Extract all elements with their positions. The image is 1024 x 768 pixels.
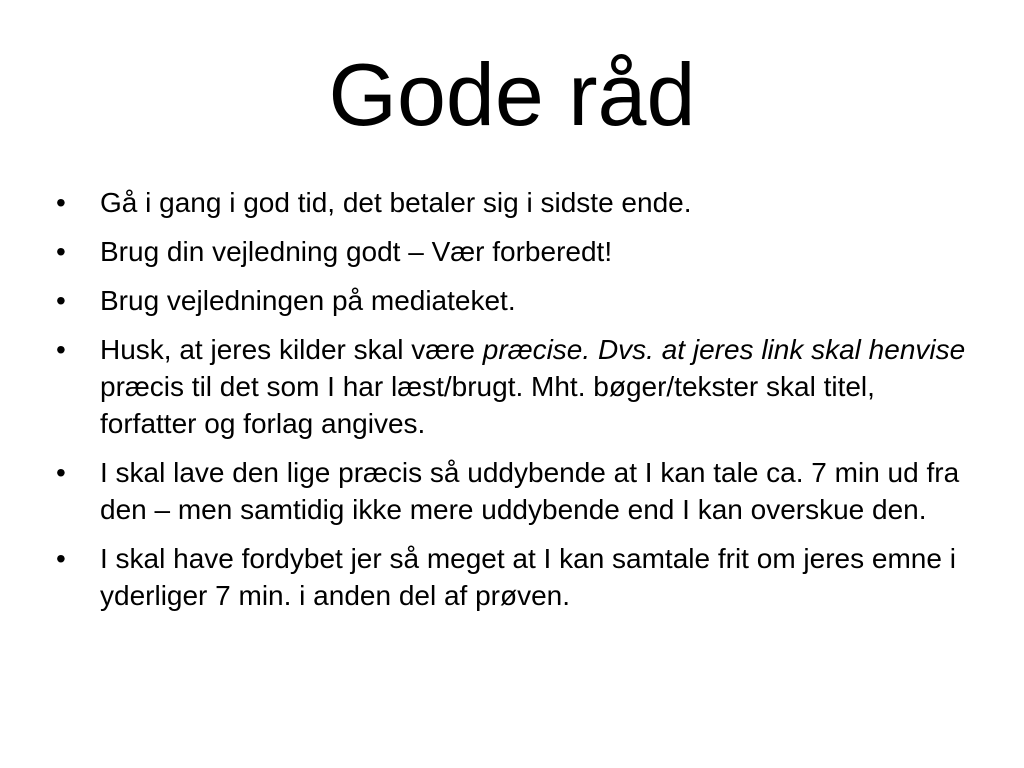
bullet-dot-icon: • [56, 543, 66, 574]
bullet-dot-icon: • [56, 236, 66, 267]
bullet-text-part: Husk, at jeres kilder skal være [100, 334, 483, 365]
bullet-text-part: præcis til det som I har læst/brugt. Mht. bøger/tekster skal titel, forfatter og forlag angives. [100, 371, 875, 439]
bullet-text-italic: præcise. Dvs. at jeres link skal henvise [482, 334, 966, 365]
bullet-dot-icon: • [56, 187, 66, 218]
bullet-item-1 [56, 184, 976, 221]
bullet-text: I skal lave den lige præcis så uddybende at I kan tale ca. 7 min ud fra den – men samtidig ikke mere uddybende end I kan overskue den. [100, 457, 960, 525]
bullet-dot-icon: • [56, 285, 66, 316]
bullet-dot-icon: • [56, 334, 66, 365]
bullet-item-2 [56, 233, 976, 270]
bullet-text: Brug vejledningen på mediateket. [100, 285, 516, 316]
slide-title: Gode råd [328, 45, 696, 144]
bullet-item-6 [56, 540, 976, 614]
bullet-text: Brug din vejledning godt – Vær forberedt! [100, 236, 613, 267]
bullet-dot-icon: • [56, 457, 66, 488]
bullet-text: Gå i gang i god tid, det betaler sig i sidste ende. [100, 187, 692, 218]
bullet-list [56, 184, 976, 626]
bullet-item-5 [56, 454, 976, 528]
bullet-item-4 [56, 331, 976, 442]
bullet-text: I skal have fordybet jer så meget at I kan samtale frit om jeres emne i yderliger 7 min. i anden del af prøven. [100, 543, 956, 611]
bullet-item-3 [56, 282, 976, 319]
